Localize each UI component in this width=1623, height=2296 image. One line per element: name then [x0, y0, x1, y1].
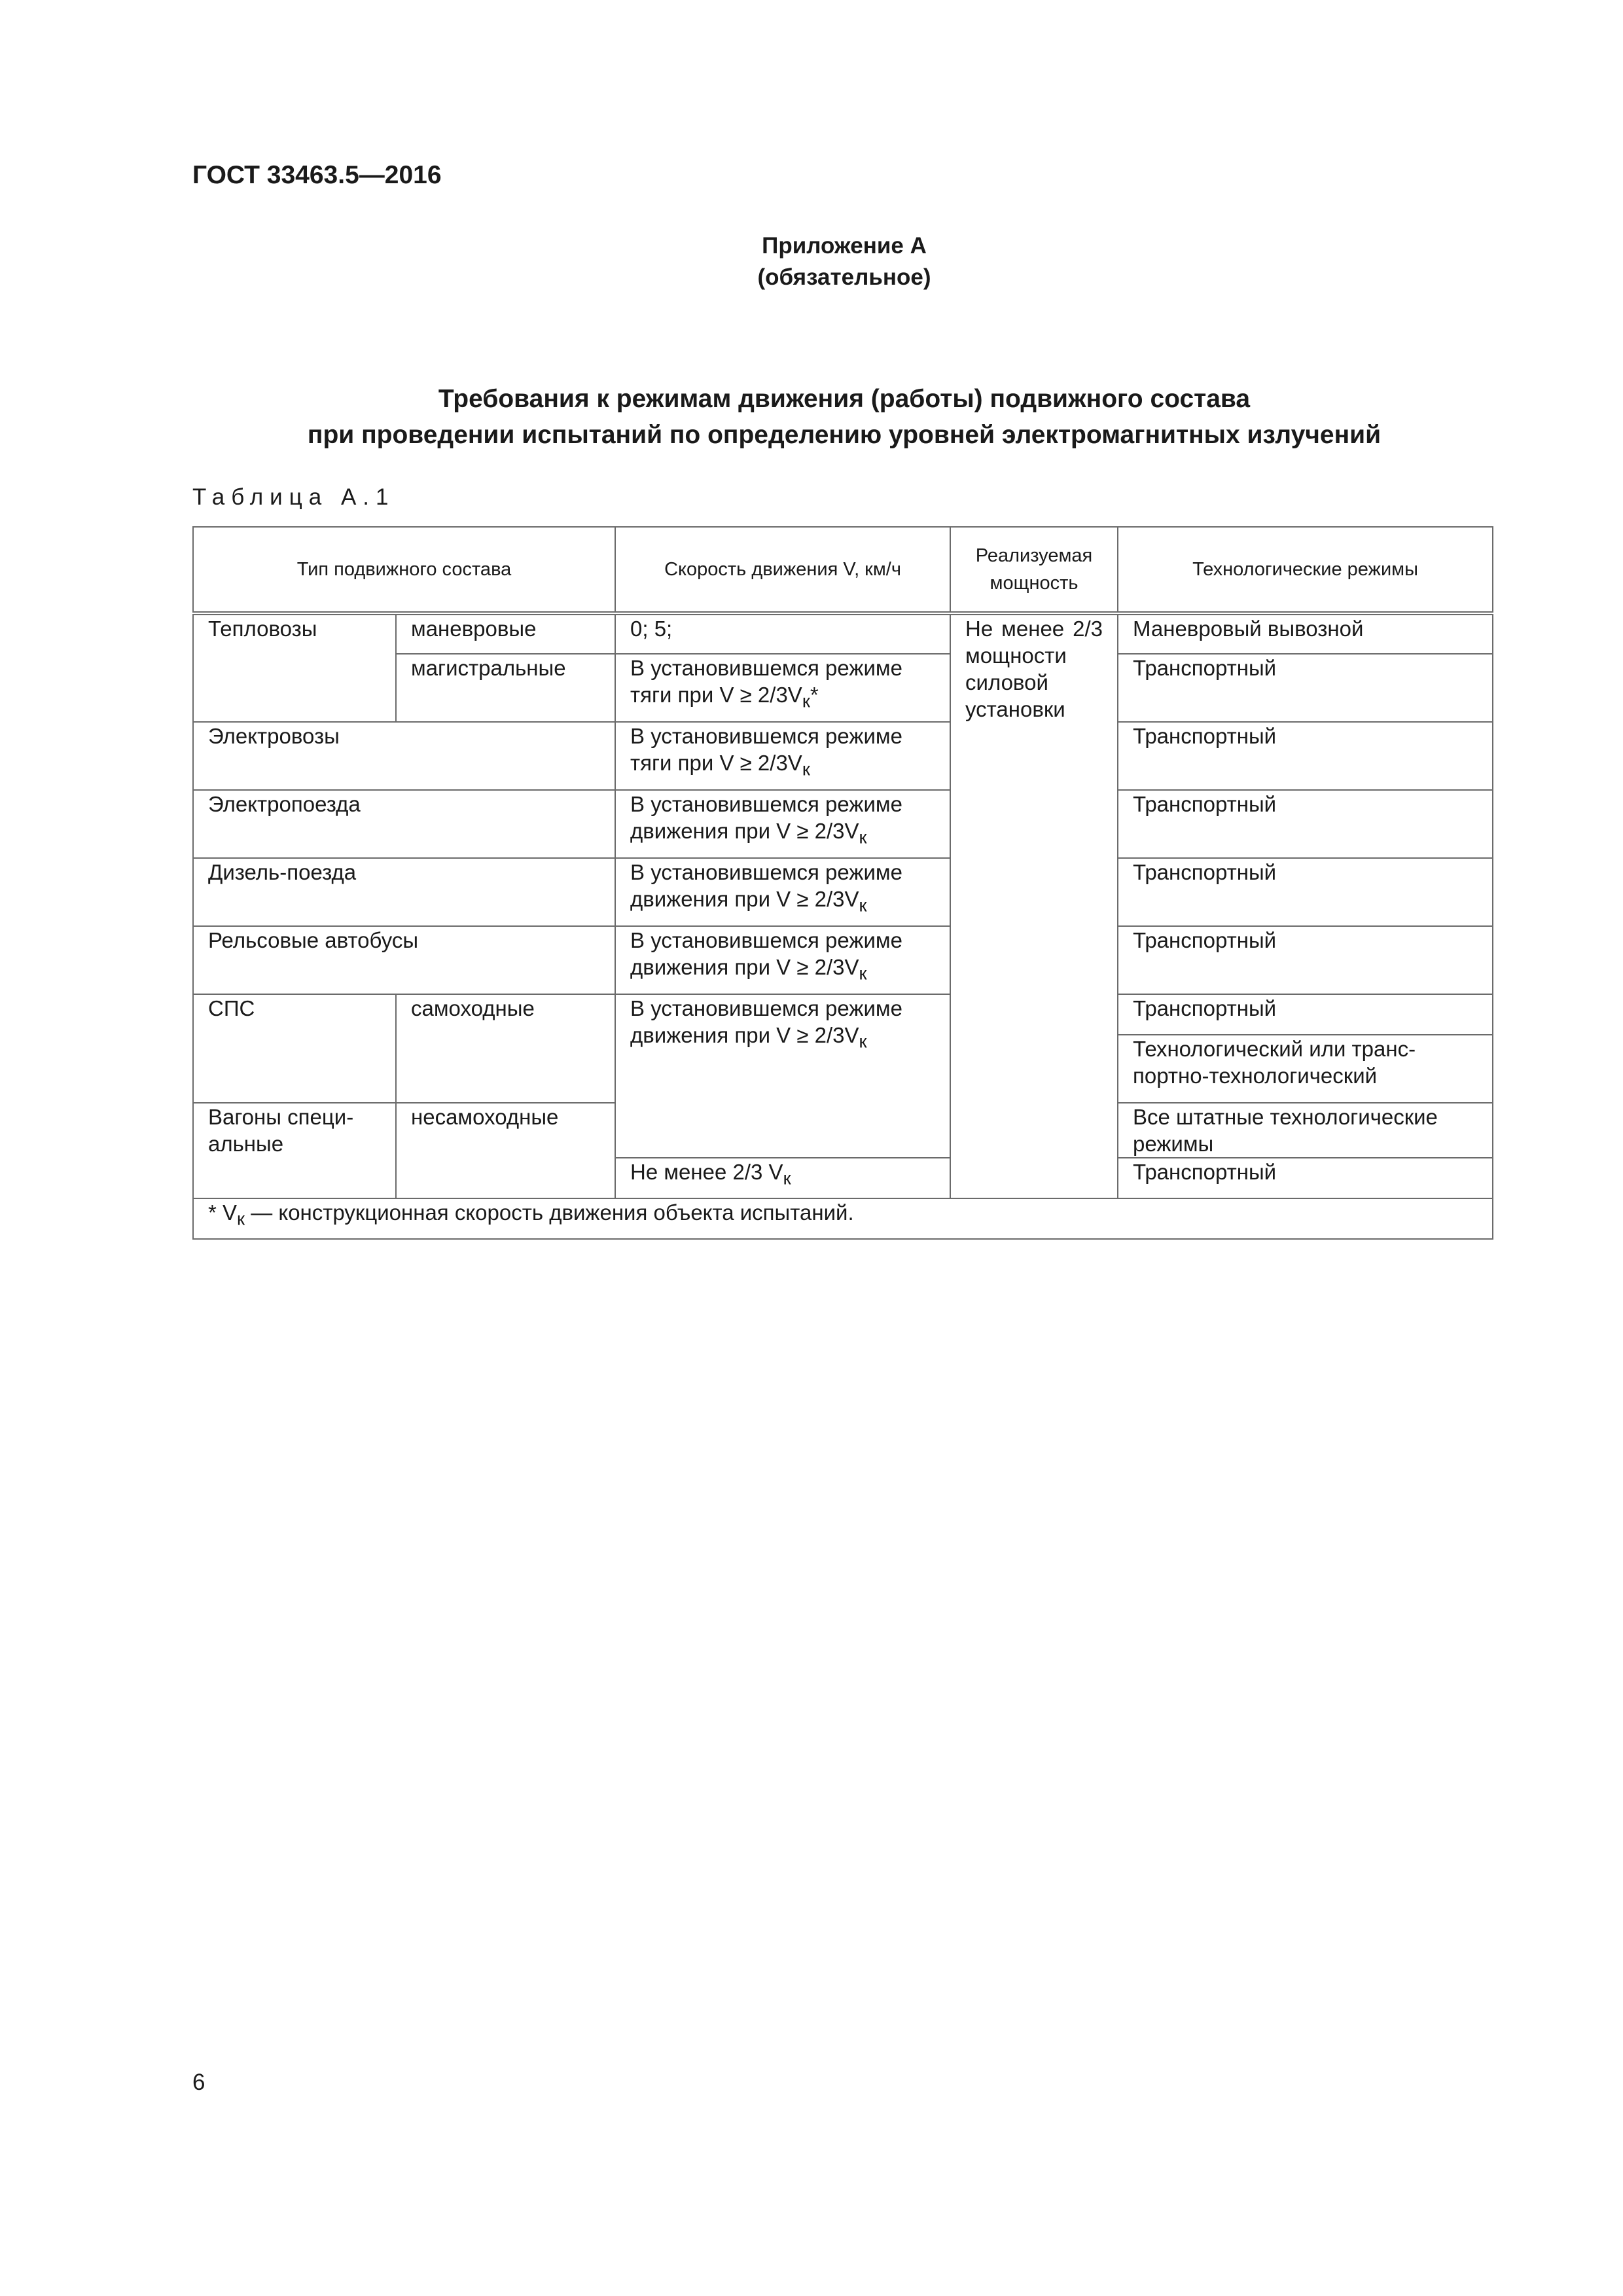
table-row	[193, 994, 1493, 1035]
cell-nesamokhodnye: несамоходные	[396, 1103, 615, 1198]
cell-avtobusy: Рельсовые автобусы	[193, 926, 615, 994]
cell-manevrovye: маневровые	[396, 613, 615, 654]
cell-speed-elektropoezda	[615, 790, 950, 858]
footnote-mark: *	[810, 683, 819, 707]
cell-speed-elektrovozy	[615, 722, 950, 790]
cell-speed-avtobusy	[615, 926, 950, 994]
table-row	[193, 722, 1493, 790]
requirements-table	[192, 526, 1493, 1240]
cell-vagony: Вагоны специальные	[193, 1103, 396, 1198]
cell-mode-avtobusy: Транспортный	[1118, 926, 1493, 994]
speed-subscript: к	[802, 691, 810, 711]
title-line-1: Требования к режимам движения (работы) подвижного состава	[438, 385, 1251, 413]
cell-mode-elektropoezda: Транспортный	[1118, 790, 1493, 858]
speed-text: В установившемся режиме тяги при V ≥ 2/3V	[630, 724, 902, 775]
footnote-subscript: к	[237, 1208, 245, 1229]
table-row	[193, 926, 1493, 994]
cell-mode-samokhodnye: Транспортный	[1118, 994, 1493, 1035]
cell-speed-magistr	[615, 654, 950, 722]
power-value: Не менее 2/3 мощности силовой установки	[965, 617, 1103, 721]
cell-teplovozy: Тепловозы	[193, 613, 396, 722]
page-number: 6	[192, 2070, 205, 2095]
cell-mode-samokhodnye-2: Технологический или транспортно-технологический	[1118, 1035, 1493, 1103]
speed-text: В установившемся режиме тяги при V ≥ 2/3V	[630, 656, 902, 707]
cell-elektropoezda: Электропоезда	[193, 790, 615, 858]
speed-subscript: к	[859, 963, 867, 984]
table-footnote	[193, 1198, 1493, 1239]
cell-mode-nesamokhodnye: Все штатные технологические режимы	[1118, 1103, 1493, 1158]
document-title	[0, 381, 1623, 453]
table-row	[193, 790, 1493, 858]
table-header-row	[193, 527, 1493, 613]
table-label: Таблица А.1	[192, 484, 395, 510]
appendix-status: (обязательное)	[757, 264, 931, 290]
cell-sps: СПС	[193, 994, 396, 1103]
cell-speed-shared	[615, 994, 950, 1158]
cell-speed-dizel	[615, 858, 950, 926]
speed-subscript: к	[859, 1031, 867, 1052]
footnote-prefix: * V	[208, 1200, 238, 1225]
speed-text: Не менее 2/3 V	[630, 1160, 783, 1184]
cell-samokhodnye: самоходные	[396, 994, 615, 1103]
cell-mode-magistr: Транспортный	[1118, 654, 1493, 722]
footnote-text: — конструкционная скорость движения объекта испытаний.	[245, 1200, 854, 1225]
cell-mode-dizel: Транспортный	[1118, 858, 1493, 926]
cell-mode-manevr: Маневровый вывозной	[1118, 613, 1493, 654]
cell-magistralnye: магистральные	[396, 654, 615, 722]
table-row	[193, 858, 1493, 926]
speed-text: В установившемся режиме движения при V ≥ 2/3V	[630, 860, 902, 911]
title-line-2: при проведении испытаний по определению уровней электромагнитных излучений	[307, 421, 1382, 449]
cell-speed-last	[615, 1158, 950, 1198]
table-footnote-row	[193, 1198, 1493, 1239]
cell-mode-elektrovozy: Транспортный	[1118, 722, 1493, 790]
header-power: Реализуемая мощность	[950, 527, 1118, 613]
speed-text: В установившемся режиме движения при V ≥ 2/3V	[630, 792, 902, 843]
cell-dizel: Дизель-поезда	[193, 858, 615, 926]
speed-subscript: к	[859, 895, 867, 916]
speed-subscript: к	[859, 827, 867, 848]
cell-elektrovozy: Электровозы	[193, 722, 615, 790]
header-speed: Скорость движения V, км/ч	[615, 527, 950, 613]
appendix-heading	[0, 230, 1623, 293]
speed-subscript: к	[783, 1168, 791, 1189]
speed-text: В установившемся режиме движения при V ≥ 2/3V	[630, 996, 902, 1047]
appendix-title: Приложение А	[762, 233, 927, 259]
speed-text: В установившемся режиме движения при V ≥ 2/3V	[630, 928, 902, 979]
header-modes: Технологические режимы	[1118, 527, 1493, 613]
cell-speed-manevr: 0; 5;	[615, 613, 950, 654]
document-code: ГОСТ 33463.5—2016	[192, 161, 442, 189]
table-row	[193, 613, 1493, 654]
cell-power	[950, 613, 1118, 1198]
header-type: Тип подвижного состава	[193, 527, 615, 613]
cell-mode-last: Транспортный	[1118, 1158, 1493, 1198]
speed-subscript: к	[802, 759, 810, 780]
